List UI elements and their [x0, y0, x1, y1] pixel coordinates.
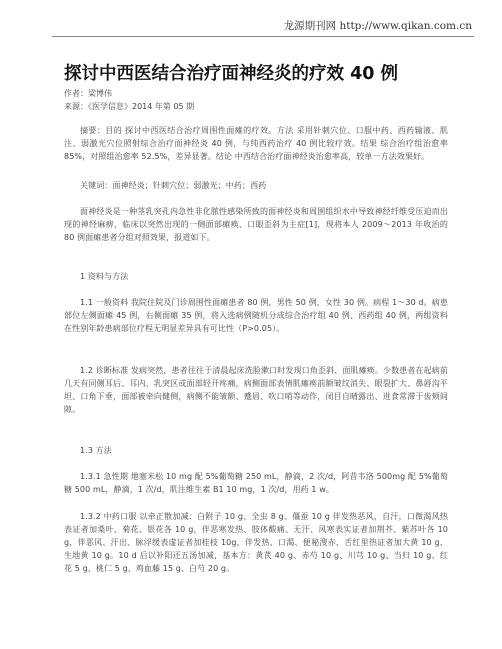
article-title: 探讨中西医结合治疗面神经炎的疗效 40 例 [64, 64, 399, 84]
keywords-line: 关键词：面神经炎；针刺穴位；弱激光；中药；西药 [80, 181, 267, 190]
intro-paragraph: 面神经炎是一种茎乳突孔内急性非化脓性感染所致的面神经炎和周围组织水中导致神经纤维受压迫而出现的神经麻痹，临床以突然出现的一侧面部瘫痪、口眼歪斜为主症[1]，现将本人 2009～2013 年收治的 80 例面瘫患者分组对照效果，报道如下。 [64, 207, 448, 242]
source-line: 来源：《医学信息》2014 年第 05 期 [64, 102, 195, 111]
author-line: 作者：梁博伟 [64, 89, 112, 98]
general-data-paragraph: 1.1 一般资料 我院住院及门诊周围性面瘫患者 80 例，男性 50 例，女性 30 例。病程 1～30 d。病患部位左侧面瘫 45 例，右侧面瘫 35 例，将入选病例随机分成综合治疗组 40 例、西药组 40 例，两组资料在性别年龄患病部位疗程无明显差异具有可比性（P>0.05）。 [64, 298, 448, 333]
journal-site-header[interactable]: 龙源期刊网 http://www.qikan.com.cn [283, 20, 472, 32]
header-divider [52, 36, 474, 37]
section-heading-methods: 1.3 方法 [80, 446, 112, 455]
abstract-paragraph: 摘要：目的 探讨中西医结合治疗周围性面瘫的疗效。方法 采用针刺穴位、口服中药、西药输液、肌注、弱激光穴位照射综合治疗面神经炎 40 例，与纯西药治疗 40 例比较疗效。结果 综合治疗组治愈率 85%，对照组治愈率 52.5%，差异显著。结论 中西结合治疗面神经炎治愈率高，较单一方法效果好。 [64, 126, 448, 161]
section-heading-materials-methods: 1 资料与方法 [80, 272, 129, 281]
acute-phase-paragraph: 1.3.1 急性期 地塞米松 10 mg 配 5%葡萄糖 250 mL，静滴，2 次/d，阿昔韦洛 500mg 配 5%葡萄糖 500 mL，静滴，1 次/d，肌注维生素 B1 10 mg，1 次/d，用药 1 w。 [64, 472, 448, 494]
diagnostic-criteria-paragraph: 1.2 诊断标准 发病突然，患者往往于清晨起床洗脸漱口时发现口角歪斜、面肌瘫痪。少数患者在起病前几天有同侧耳后、耳内、乳突区或面部轻开疼痛，病侧面部表情肌瘫痪前额皱纹消失、眼裂扩大、鼻唇沟平坦、口角下垂，面部被牵向健侧，病侧不能皱额、蹙眉、吹口哨等动作，闭目自晴露出、进食常滞于齿颊间隙。 [64, 366, 448, 414]
herbal-medicine-paragraph: 1.3.2 中药口服 以牵正散加减：白附子 10 g、全虫 8 g、僵蚕 10 g 伴发热恶风，自汗，口微渴风热表证者加桑叶、菊花、银花各 10 g，伴恶寒发热、肢体酸痛、无汗、风寒表实证者加荆芥、紫苏叶各 10 g，伴恶风、汗出、脉浮缓表虚证者加桂枝 10g，伴发热、口渴、便秘溲赤、舌红里热证者加大黄 10 g、生地黄 10 g。10 d 后以补阳还五汤加减，基本方：黄芪 40 g、赤芍 10 g、川芎 10 g、当归 10 g、红花 5 g、桃仁 5 g、鸡血藤 15 g、白芍 20 g。 [64, 512, 448, 573]
